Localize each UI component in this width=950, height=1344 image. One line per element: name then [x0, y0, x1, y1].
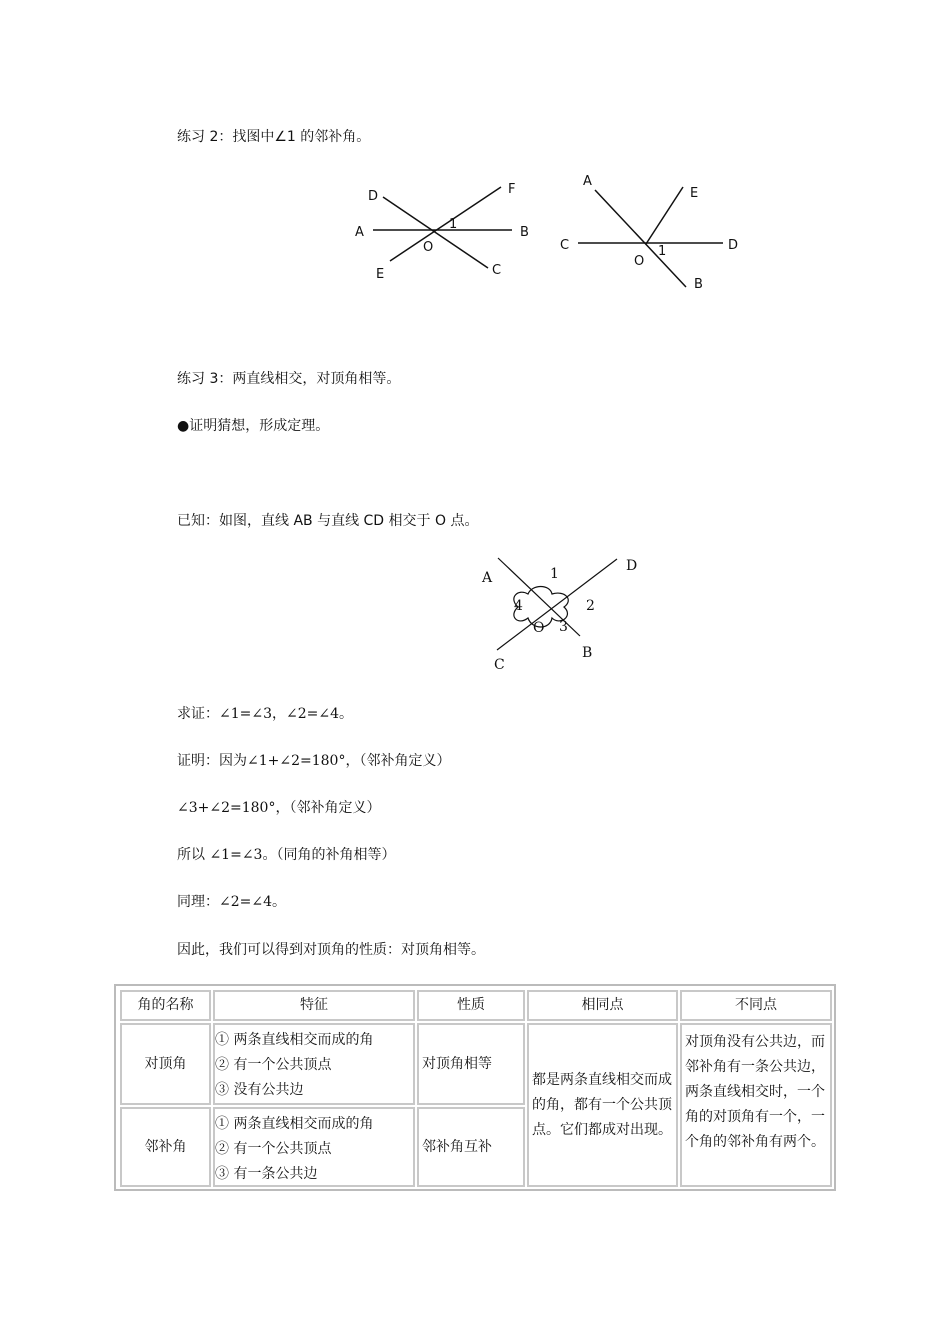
- label-a-proof: A: [482, 570, 493, 586]
- proof-line-4: 同理：∠2=∠4。: [177, 894, 287, 910]
- label-a-left: A: [355, 225, 364, 240]
- line-oe: [646, 187, 683, 244]
- line-dc: [383, 197, 488, 268]
- label-o-right: O: [634, 254, 645, 269]
- comparison-table: [114, 984, 836, 1191]
- label-d-proof: D: [626, 558, 638, 574]
- row2-property: 邻补角互补: [417, 1107, 525, 1187]
- proof-figure: [470, 550, 645, 675]
- row1-feature-1: ① 两条直线相交而成的角: [215, 1032, 374, 1048]
- proof-line-2: ∠3+∠2=180°，（邻补角定义）: [177, 800, 381, 816]
- figure-right: [578, 187, 723, 287]
- line-fe: [390, 187, 501, 261]
- diff-points-text: 对顶角没有公共边，而邻补角有一条公共边，两条直线相交时，一个角的对顶角有一个，一个角的邻补角有两个。: [685, 1034, 825, 1150]
- proof-line-3: 所以 ∠1=∠3。（同角的补角相等）: [177, 847, 396, 863]
- label-c-proof: C: [494, 657, 505, 673]
- label-b-right: B: [694, 277, 703, 292]
- row1-property: 对顶角相等: [417, 1023, 525, 1105]
- row1-feature-2: ② 有一个公共顶点: [215, 1057, 332, 1073]
- header-name: 角的名称: [120, 990, 211, 1021]
- row1-feature-3: ③ 没有公共边: [215, 1082, 304, 1098]
- label-f-left: F: [508, 182, 516, 197]
- label-2-proof: 2: [586, 598, 595, 614]
- label-e-right: E: [690, 186, 699, 201]
- diff-points: [680, 1023, 832, 1187]
- exercise-2-text: 练习 2：找图中∠1 的邻补角。: [177, 129, 371, 145]
- exercise-2-figures: [340, 165, 760, 300]
- proof-line-1: 证明：因为∠1+∠2=180°，（邻补角定义）: [177, 753, 451, 769]
- label-b-left: B: [520, 225, 529, 240]
- prove-heading: ●证明猜想，形成定理。: [177, 418, 330, 434]
- figure-left: [373, 187, 512, 268]
- conclusion-text: 因此，我们可以得到对顶角的性质：对顶角相等。: [177, 942, 485, 958]
- label-o-left: O: [423, 240, 434, 255]
- row2-feature-2: ② 有一个公共顶点: [215, 1141, 332, 1157]
- to-prove-text: 求证：∠1=∠3，∠2=∠4。: [177, 706, 354, 722]
- label-1-left: 1: [449, 217, 458, 232]
- label-b-proof: B: [582, 645, 593, 661]
- row2-feature-1: ① 两条直线相交而成的角: [215, 1116, 374, 1132]
- given-text: 已知：如图，直线 AB 与直线 CD 相交于 O 点。: [177, 513, 479, 529]
- label-d-left: D: [368, 189, 379, 204]
- row2-features: [213, 1107, 415, 1187]
- label-c-left: C: [492, 263, 502, 278]
- header-features: 特征: [213, 990, 415, 1021]
- row1-features: [213, 1023, 415, 1105]
- header-property: 性质: [417, 990, 525, 1021]
- row2-feature-3: ③ 有一条公共边: [215, 1166, 318, 1182]
- label-1-right: 1: [658, 244, 667, 259]
- label-4-proof: 4: [514, 598, 523, 614]
- same-points-text: 都是两条直线相交而成的角，都有一个公共顶点。它们都成对出现。: [532, 1071, 672, 1138]
- exercise-3-text: 练习 3：两直线相交，对顶角相等。: [177, 371, 401, 387]
- same-points: [527, 1023, 678, 1187]
- label-d-right: D: [728, 238, 739, 253]
- label-e-left: E: [376, 267, 385, 282]
- header-same: 相同点: [527, 990, 678, 1021]
- label-1-proof: 1: [550, 566, 559, 582]
- label-o-proof: O: [533, 620, 545, 636]
- label-3-proof: 3: [559, 619, 568, 635]
- row1-name: 对顶角: [120, 1023, 211, 1105]
- header-diff: 不同点: [680, 990, 832, 1021]
- row2-name: 邻补角: [120, 1107, 211, 1187]
- label-a-right: A: [583, 174, 592, 189]
- label-c-right: C: [560, 238, 570, 253]
